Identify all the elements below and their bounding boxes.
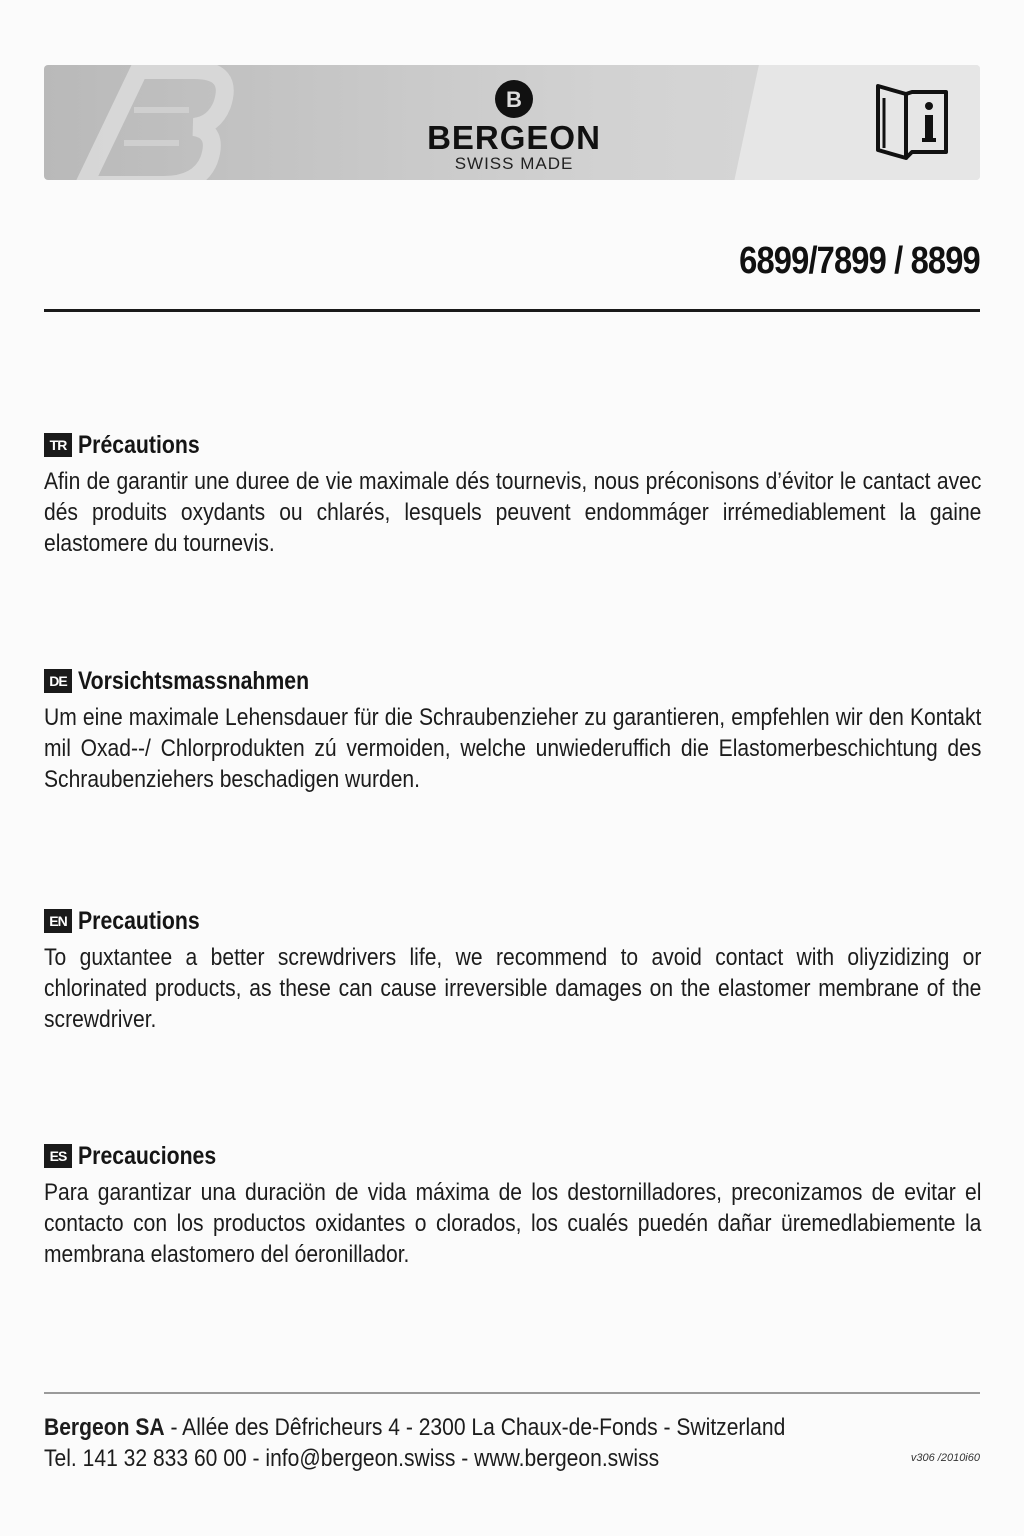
model-numbers: 6899/7899 / 8899 [739,240,980,282]
section-body: To guxtantee a better screwdrivers life, we recommend to avoid contact with oliyzidizing or chlorinated products, as these can cause irreversible damages on the elastomer membrane of the screwdriver. [44,944,982,1033]
section-title: Precauciones [78,1141,217,1170]
language-badge: TR [44,433,72,457]
watermark-logo-icon [44,65,274,180]
manual-info-icon [872,78,952,160]
header-divider [44,309,980,312]
section-heading [44,906,984,936]
section-title: Précautions [78,430,200,459]
footer [44,1412,990,1474]
footer-address-line [44,1412,990,1443]
language-badge: EN [44,909,72,933]
footer-contact: Tel. 141 32 833 60 00 - info@bergeon.swiss - www.bergeon.swiss [44,1445,660,1472]
section-fr [44,430,984,559]
logo-letter: B [506,87,522,112]
section-es [44,1141,984,1270]
section-title: Vorsichtsmassnahmen [78,666,310,695]
footer-company: Bergeon SA [44,1414,165,1441]
header-banner [44,65,980,180]
section-title: Precautions [78,906,200,935]
section-body: Um eine maximale Lehensdauer für die Schraubenzieher zu garantieren, empfehlen wir den Kontakt mil Oxad--/ Chlorprodukten zú vermoiden, welche unwiederuffich die Elastomerbeschichtung des Schraubenziehers beschadigen wurden. [44,704,982,793]
section-heading [44,430,984,460]
bergeon-b-icon [494,79,534,119]
section-en [44,906,984,1035]
language-badge: DE [44,669,72,693]
footer-address: - Allée des Dêfricheurs 4 - 2300 La Chaux-de-Fonds - Switzerland [164,1414,786,1441]
footer-divider [44,1392,980,1394]
version-code: v306 /2010i60 [910,1452,980,1464]
brand-logo [404,79,624,173]
language-badge: ES [44,1144,72,1168]
brand-tagline: SWISS MADE [454,154,574,173]
section-body: Para garantizar una duraciön de vida máxima de los destornilladores, preconizamos de evitar el contacto con los productos oxidantes o clorados, los cualés puedén dañar üremedlabiemente la membrana elastomero del óeronillador. [44,1179,982,1268]
section-body: Afin de garantir une duree de vie maximale dés tournevis, nous préconisons d’évitor le cantact avec dés produits oxydants ou chlarés, lesquels peuvent endommáger irrémediablement la gaine elastomere du tournevis. [44,468,982,557]
section-de [44,666,984,795]
brand-name: BERGEON [427,119,601,156]
section-heading [44,666,984,696]
section-heading [44,1141,984,1171]
